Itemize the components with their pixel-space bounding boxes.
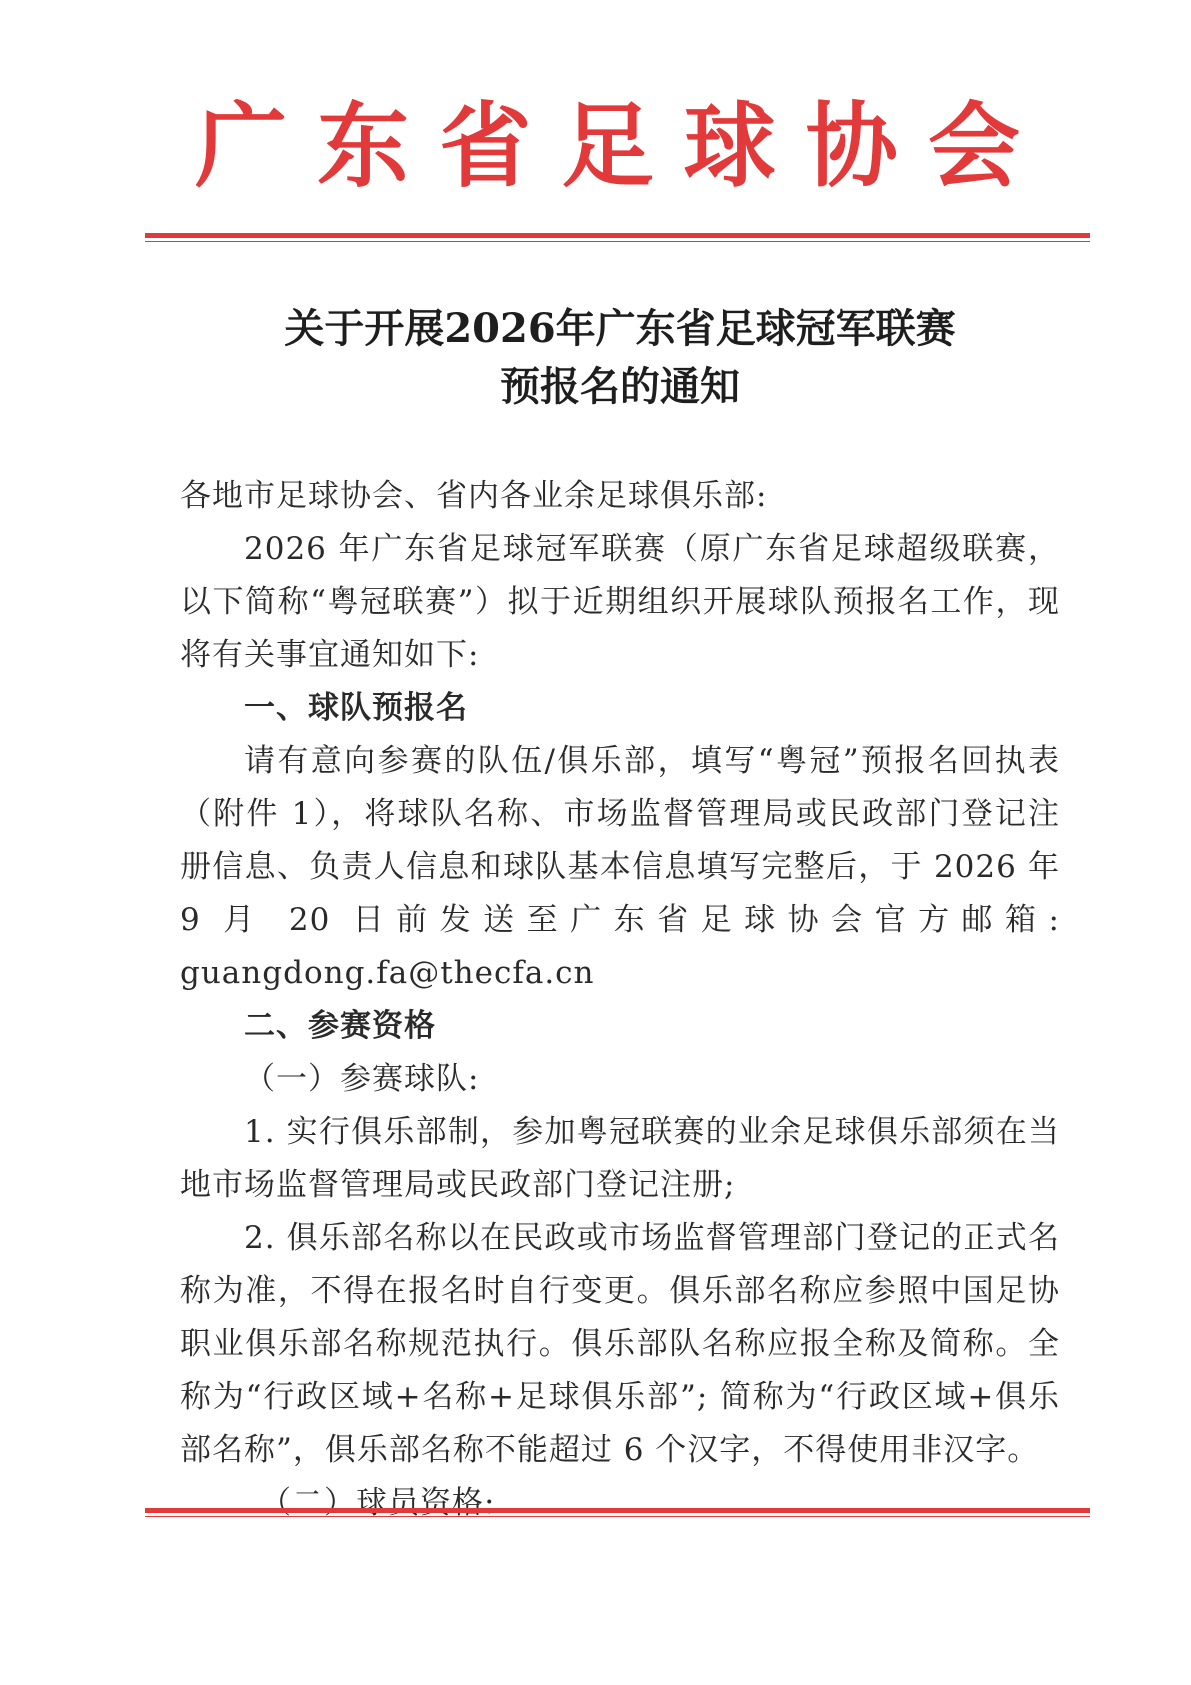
header-divider [145, 233, 1090, 238]
document-body [180, 470, 1060, 1530]
masthead-char: 足 [561, 92, 654, 200]
masthead-char: 广 [195, 92, 288, 200]
masthead-char: 协 [805, 92, 898, 200]
footer-divider [145, 1508, 1090, 1513]
title-line-1: 关于开展2026年广东省足球冠军联赛 [284, 305, 956, 352]
section-1-paragraph: 请有意向参赛的队伍/俱乐部，填写“粤冠”预报名回执表（附件 1），将球队名称、市场监督管理局或民政部门登记注册信息、负责人信息和球队基本信息填写完整后，于 2026 年 9 月 20 日前发送至广东省足球协会官方邮箱: guangdong.fa@thecfa.cn [180, 743, 1060, 991]
masthead-char: 省 [439, 92, 532, 200]
title-line-2: 预报名的通知 [500, 363, 740, 410]
masthead-char: 东 [317, 92, 410, 200]
intro-paragraph: 2026 年广东省足球冠军联赛（原广东省足球超级联赛，以下简称“粤冠联赛”）拟于近期组织开展球队预报名工作，现将有关事宜通知如下: [180, 531, 1060, 673]
salutation: 各地市足球协会、省内各业余足球俱乐部: [180, 478, 768, 514]
subsection-1-heading: （一）参赛球队: [244, 1061, 480, 1097]
masthead-char: 会 [927, 92, 1020, 200]
section-2-heading: 二、参赛资格 [244, 1008, 436, 1044]
masthead-org-name [195, 92, 1020, 200]
subsection-2-heading: （二）球员资格: [260, 1485, 496, 1521]
item-2-paragraph: 2. 俱乐部名称以在民政或市场监督管理部门登记的正式名称为准，不得在报名时自行变更。俱乐部名称应参照中国足协职业俱乐部名称规范执行。俱乐部队名称应报全称及简称。全称为“行政区域+名称+足球俱乐部”; 简称为“行政区域+俱乐部名称”，俱乐部名称不能超过 6 个汉字，不得使用非汉字。 [180, 1220, 1060, 1468]
masthead-char: 球 [683, 92, 776, 200]
item-1-paragraph: 1. 实行俱乐部制，参加粤冠联赛的业余足球俱乐部须在当地市场监督管理局或民政部门登记注册; [180, 1114, 1060, 1203]
section-1-heading: 一、球队预报名 [244, 690, 468, 726]
document-title [150, 300, 1090, 416]
